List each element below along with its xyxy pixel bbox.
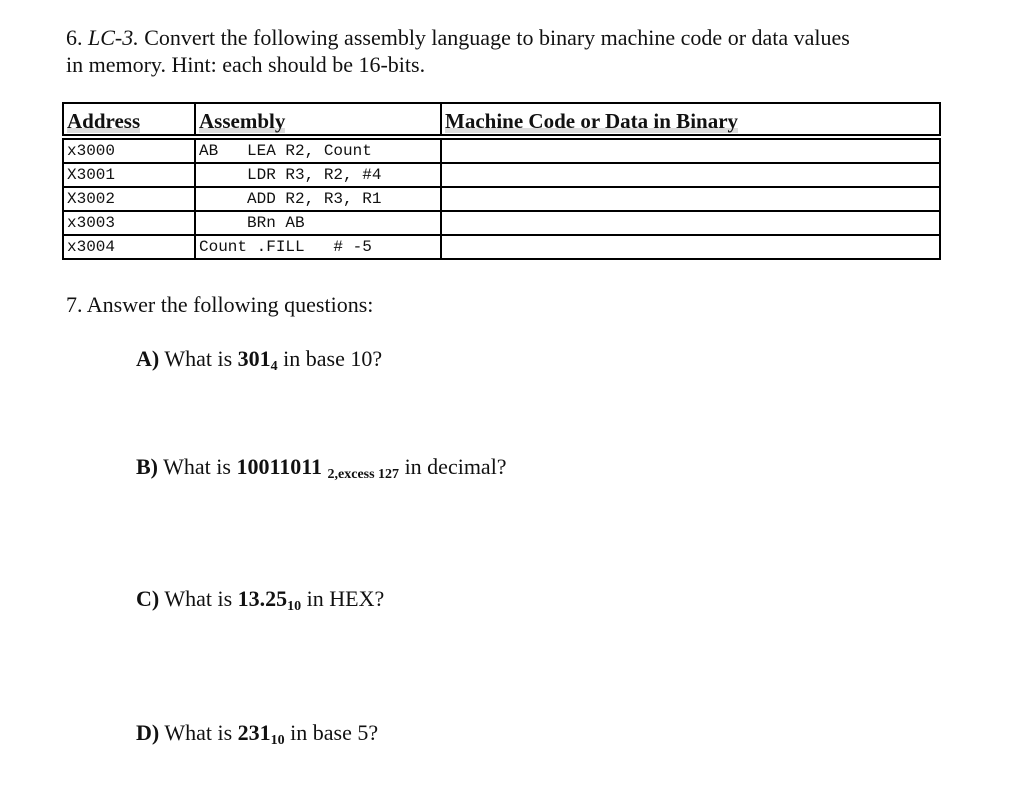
question-7b-label: B): [136, 454, 158, 479]
question-7a-base: 4: [270, 359, 278, 374]
table-row: [63, 187, 940, 211]
question-7a-post: in base 10?: [283, 346, 383, 371]
question-7a-label: A): [136, 346, 160, 371]
question-7b-base: 2,excess 127: [327, 467, 400, 482]
question-7a-number: 301: [237, 346, 271, 371]
question-7d: [136, 720, 378, 749]
question-7a-pre: What is: [164, 346, 233, 371]
cell-address: x3003: [63, 211, 195, 235]
question-6-text: Convert the following assembly language to binary machine code or data values: [144, 25, 850, 50]
question-7d-post: in base 5?: [290, 720, 379, 745]
cell-address: X3001: [63, 163, 195, 187]
table-row: [63, 137, 940, 163]
question-7c: [136, 586, 384, 615]
cell-address: X3002: [63, 187, 195, 211]
question-6-line-1: [66, 24, 946, 51]
question-7c-base: 10: [287, 599, 302, 614]
question-7b: [136, 454, 507, 483]
cell-address: x3004: [63, 235, 195, 259]
cell-machine-code[interactable]: [441, 235, 940, 259]
question-6-number: 6.: [66, 25, 83, 50]
question-7a: [136, 346, 382, 375]
question-7b-pre: What is: [163, 454, 231, 479]
question-7c-pre: What is: [164, 586, 233, 611]
cell-assembly: ADD R2, R3, R1: [195, 187, 441, 211]
cell-machine-code[interactable]: [441, 187, 940, 211]
header-address: Address: [63, 103, 195, 137]
question-7d-number: 231: [237, 720, 271, 745]
question-7-title: 7. Answer the following questions:: [66, 292, 374, 317]
table-header-row: [63, 103, 940, 137]
question-7d-pre: What is: [164, 720, 233, 745]
cell-machine-code[interactable]: [441, 163, 940, 187]
question-6: [66, 24, 946, 78]
header-machine-code: Machine Code or Data in Binary: [441, 103, 940, 137]
question-7c-label: C): [136, 586, 160, 611]
question-6-line-2: in memory. Hint: each should be 16-bits.: [66, 52, 426, 77]
cell-assembly: LDR R3, R2, #4: [195, 163, 441, 187]
cell-assembly: AB LEA R2, Count: [195, 137, 441, 163]
header-assembly: Assembly: [195, 103, 441, 137]
cell-machine-code[interactable]: [441, 137, 940, 163]
question-7b-number: 10011011: [236, 454, 323, 479]
table-row: [63, 235, 940, 259]
question-7d-base: 10: [270, 733, 285, 748]
cell-address: x3000: [63, 137, 195, 163]
machine-code-table: [62, 102, 941, 260]
question-7d-label: D): [136, 720, 160, 745]
table-row: [63, 211, 940, 235]
question-7b-post: in decimal?: [404, 454, 507, 479]
question-7c-post: in HEX?: [306, 586, 385, 611]
question-7c-number: 13.25: [237, 586, 288, 611]
cell-assembly: Count .FILL # -5: [195, 235, 441, 259]
cell-machine-code[interactable]: [441, 211, 940, 235]
question-6-topic: LC-3.: [88, 25, 139, 50]
table-row: [63, 163, 940, 187]
cell-assembly: BRn AB: [195, 211, 441, 235]
